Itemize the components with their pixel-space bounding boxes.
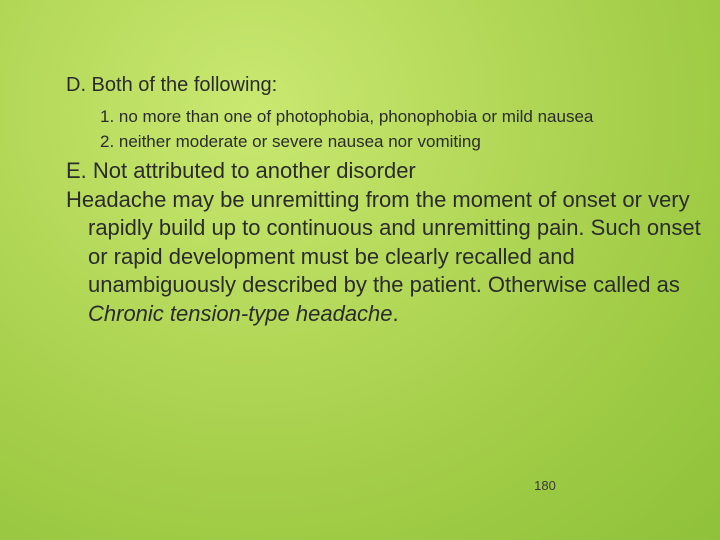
description-period: . — [392, 300, 399, 326]
criterion-d: D. Both of the following: — [66, 74, 278, 96]
chronic-tension-type-headache-term: Chronic tension-type headache — [88, 300, 393, 326]
criterion-d-2: 2. neither moderate or severe nausea nor vomiting — [100, 132, 481, 151]
criterion-d-1: 1. no more than one of photophobia, phonophobia or mild nausea — [100, 107, 594, 126]
slide-body — [66, 70, 711, 328]
page-number: 180 — [534, 478, 556, 493]
criterion-e: E. Not attributed to another disorder — [66, 158, 416, 183]
description-text: Headache may be unremitting from the moment of onset or very rapidly build up to continuous and unremitting pain. Such onset or rapid development must be clearly recalled and unambiguously described by the patient. Otherwise called as — [66, 186, 701, 297]
description-paragraph — [66, 186, 711, 329]
